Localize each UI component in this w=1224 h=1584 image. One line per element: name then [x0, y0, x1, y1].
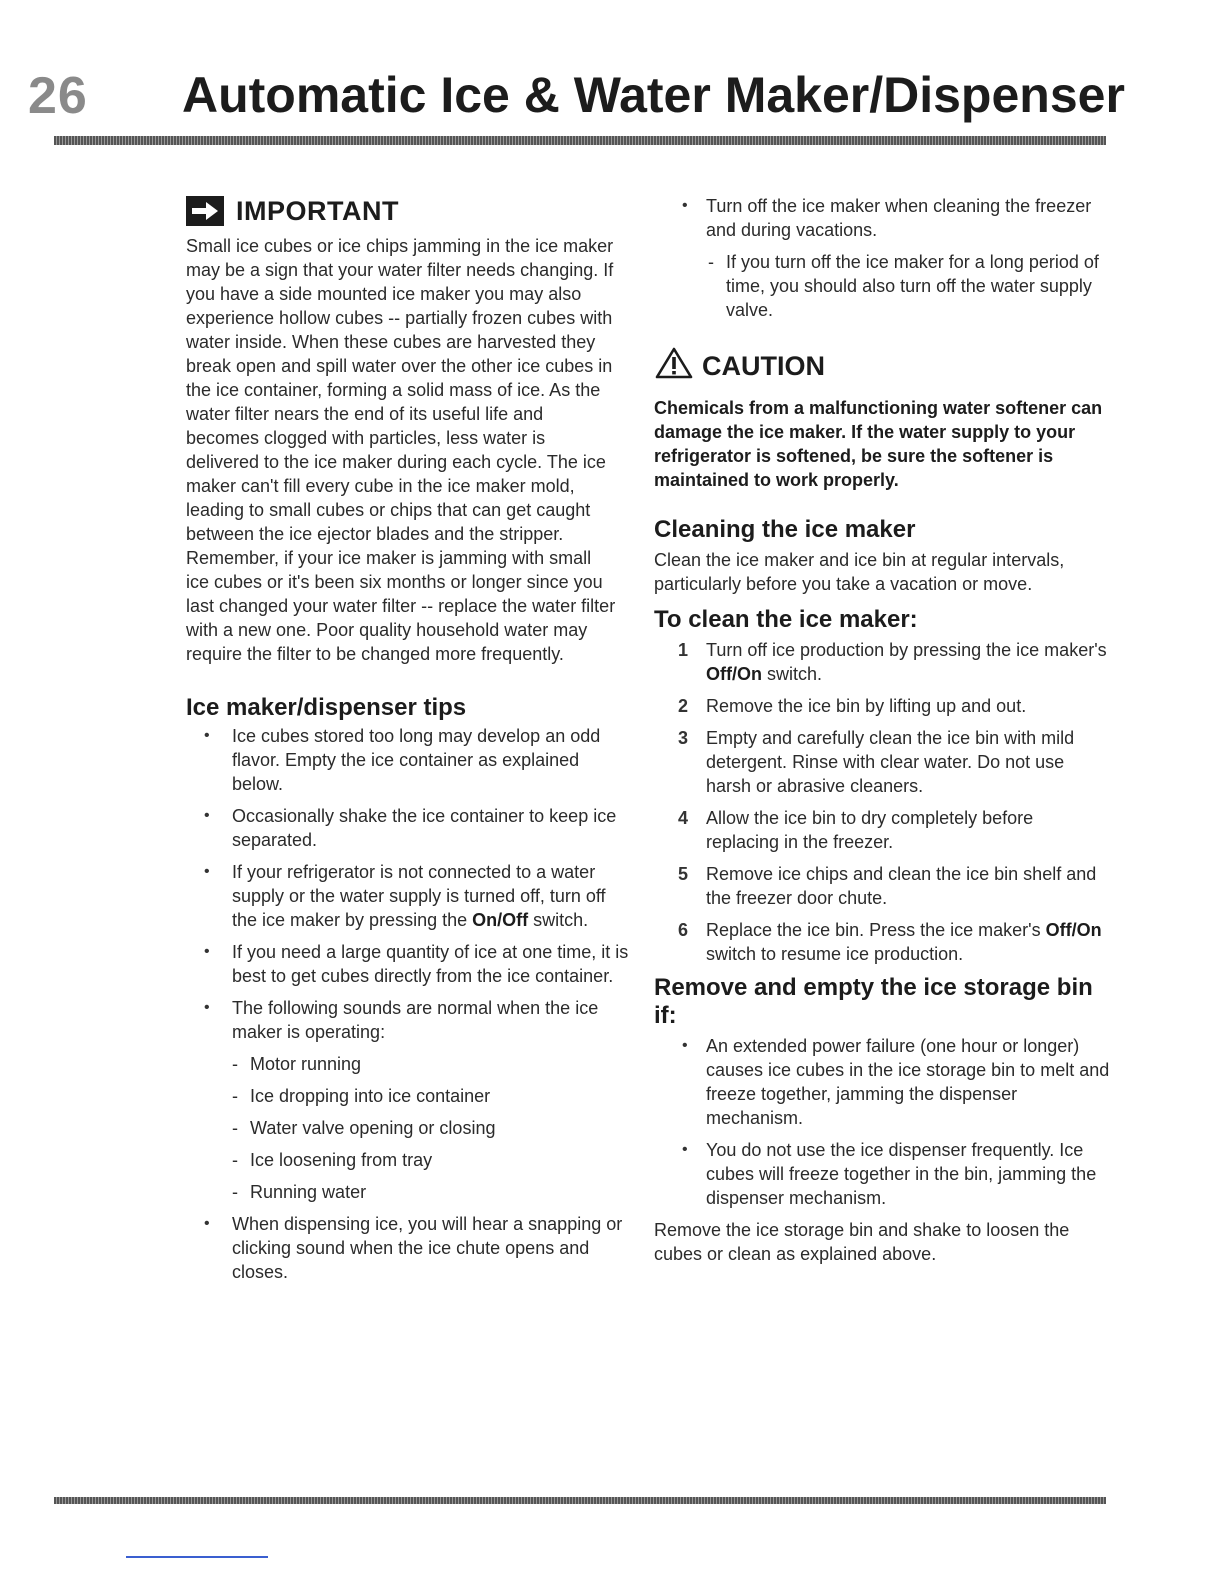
footer-divider	[54, 1497, 1106, 1504]
sound-item: - Running water	[232, 1180, 630, 1204]
step-number: 1	[678, 640, 689, 660]
cleaning-steps	[654, 638, 1110, 966]
off-on-switch-label: Off/On	[706, 664, 762, 684]
tips-heading: Ice maker/dispenser tips	[186, 694, 467, 721]
list-item: • An extended power failure (one hour or longer) causes ice cubes in the ice storage bin to melt and freeze together, jamming the dispenser mechanism.	[654, 1034, 1110, 1130]
list-item: • If your refrigerator is not connected to a water supply or the water supply is turned off, turn off the ice maker by pressing the On/Off switch.	[186, 860, 630, 932]
warning-triangle-icon	[654, 346, 694, 386]
step-number: 6	[678, 920, 689, 940]
list-item: • When dispensing ice, you will hear a snapping or clicking sound when the ice chute opens and closes.	[186, 1212, 630, 1284]
important-callout-header	[186, 196, 630, 226]
sound-item: - Water valve opening or closing	[232, 1116, 630, 1140]
cleaning-body: Clean the ice maker and ice bin at regular intervals, particularly before you take a vacation or move.	[654, 550, 1065, 594]
caution-body: Chemicals from a malfunctioning water softener can damage the ice maker. If the water supply to your refrigerator is softened, be sure the softener is maintained to work properly.	[654, 398, 1103, 490]
caution-callout-header	[654, 346, 1110, 386]
to-clean-heading: To clean the ice maker:	[654, 606, 918, 633]
list-item: • The following sounds are normal when the ice maker is operating: - Motor running - Ice dropping into ice container - Water valve opening or closing - Ice loosening from tray - Running water	[186, 996, 630, 1204]
cleaning-heading: Cleaning the ice maker	[654, 516, 916, 543]
important-body: Small ice cubes or ice chips jamming in the ice maker may be a sign that your water filter needs changing. If you have a side mounted ice maker you may also experience hollow cubes -- partially frozen cubes with water inside. When these cubes are harvested they break open and spill water over the other ice cubes in the ice container, forming a solid mass of ice. As the water filter nears the end of its useful life and becomes clogged with particles, less water is delivered to the ice maker during each cycle. The ice maker can't fill every cube in the ice maker mold, leading to small cubes or chips that can get caught between the ice ejector blades and the stripper. Remember, if your ice maker is jamming with small ice cubes or it's been six months or longer since you last changed your water filter -- replace the water filter with a new one. Poor quality household water may require the filter to be changed more frequently.	[186, 236, 616, 664]
step-item: 1 Turn off ice production by pressing the ice maker's Off/On switch.	[678, 640, 1107, 684]
step-item: 6 Replace the ice bin. Press the ice maker's Off/On switch to resume ice production.	[678, 920, 1102, 964]
sub-item: - If you turn off the ice maker for a long period of time, you should also turn off the water supply valve.	[708, 250, 1110, 322]
remove-bin-heading: Remove and empty the ice storage bin if:	[654, 974, 1093, 1029]
sound-item: - Motor running	[232, 1052, 630, 1076]
step-number: 5	[678, 864, 689, 884]
list-item: • Turn off the ice maker when cleaning the freezer and during vacations. - If you turn off the ice maker for a long period of time, you should also turn off the water supply valve.	[654, 194, 1110, 322]
step-item: 4 Allow the ice bin to dry completely before replacing in the freezer.	[678, 808, 1034, 852]
list-item: • If you need a large quantity of ice at one time, it is best to get cubes directly from the ice container.	[186, 940, 630, 988]
sound-item: - Ice loosening from tray	[232, 1148, 630, 1172]
step-item: 2 Remove the ice bin by lifting up and out.	[678, 696, 1027, 716]
step-item: 5 Remove ice chips and clean the ice bin shelf and the freezer door chute.	[678, 864, 1097, 908]
off-on-switch-label: Off/On	[1045, 920, 1102, 940]
list-item: • You do not use the ice dispenser frequently. Ice cubes will freeze together in the bin, jamming the dispenser mechanism.	[654, 1138, 1110, 1210]
step-number: 3	[678, 728, 689, 748]
page-number: 26	[28, 67, 88, 125]
tips-list	[186, 724, 630, 1284]
on-off-switch-label: On/Off	[472, 910, 529, 930]
list-item: • Ice cubes stored too long may develop an odd flavor. Empty the ice container as explained below.	[186, 724, 630, 796]
page-title: Automatic Ice & Water Maker/Dispenser	[182, 67, 1125, 123]
list-item: • Occasionally shake the ice container to keep ice separated.	[186, 804, 630, 852]
step-number: 4	[678, 808, 689, 828]
vacation-list	[654, 194, 1110, 322]
step-item: 3 Empty and carefully clean the ice bin with mild detergent. Rinse with clear water. Do not use harsh or abrasive cleaners.	[678, 728, 1075, 796]
remove-bin-closing: Remove the ice storage bin and shake to loosen the cubes or clean as explained above.	[654, 1220, 1070, 1264]
remove-bin-list	[654, 1034, 1110, 1210]
arrow-right-box-icon	[186, 196, 224, 226]
sound-item: - Ice dropping into ice container	[232, 1084, 630, 1108]
vacation-sublist	[708, 250, 1110, 322]
footer-accent-line	[126, 1556, 268, 1558]
left-column	[186, 196, 630, 1292]
right-column	[654, 192, 1110, 1266]
sounds-list	[232, 1052, 630, 1204]
step-number: 2	[678, 696, 689, 716]
important-label: IMPORTANT	[236, 196, 399, 226]
caution-label: CAUTION	[702, 351, 825, 381]
header-divider	[54, 136, 1106, 145]
